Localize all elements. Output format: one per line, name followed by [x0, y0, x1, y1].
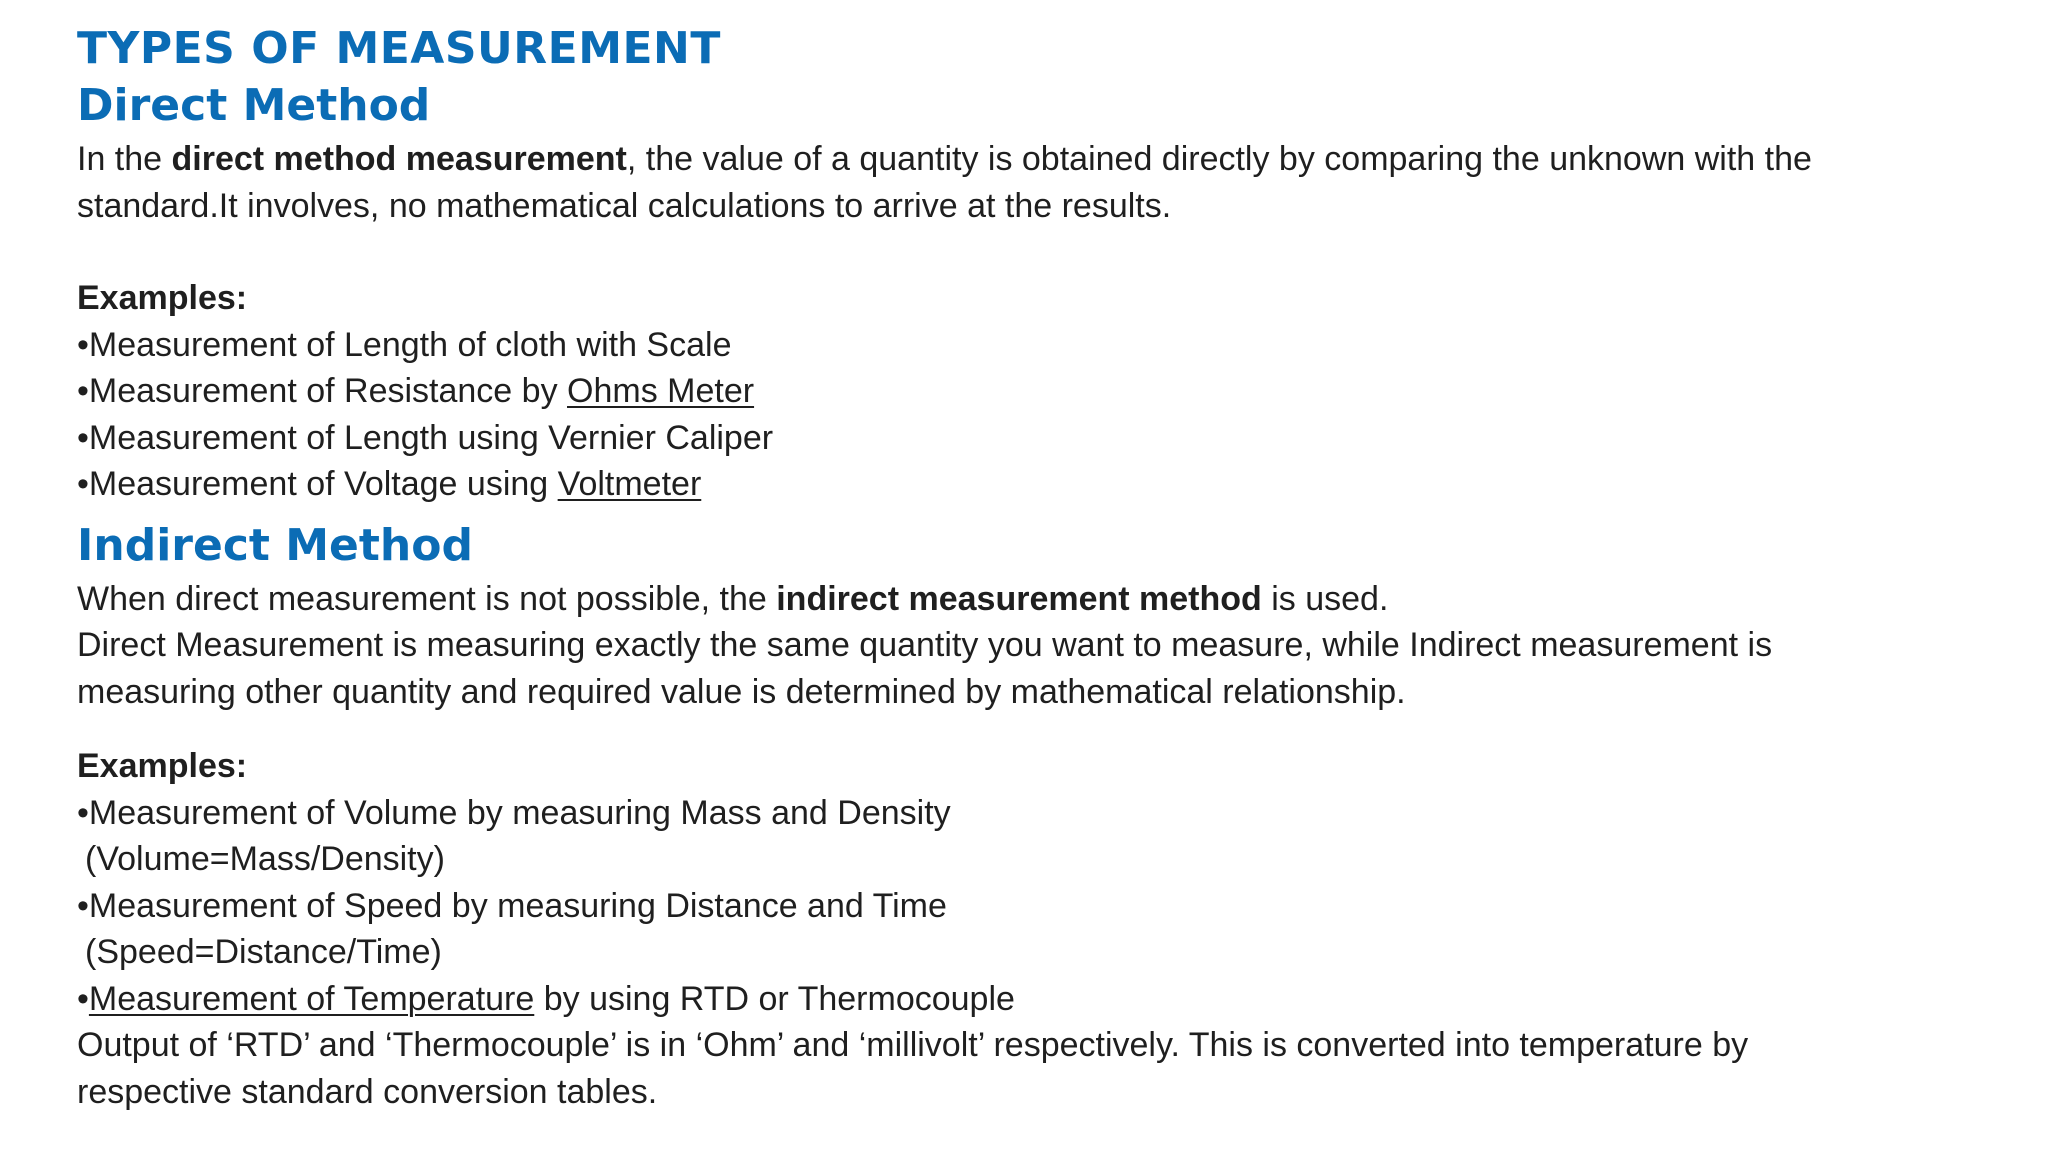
- direct-examples-label-text: Examples:: [77, 279, 248, 317]
- page-title: TYPES OF MEASUREMENT: [77, 23, 721, 74]
- indirect-example-3: [77, 976, 2007, 1023]
- direct-example-4-text: •Measurement of Voltage using: [77, 465, 558, 503]
- indirect-line1-pre: When direct measurement is not possible, the: [77, 579, 777, 618]
- indirect-line1-bold: indirect measurement method: [776, 579, 1262, 618]
- indirect-example-1: •Measurement of Volume by measuring Mass and Density: [77, 793, 951, 832]
- spacer: [77, 508, 2007, 516]
- indirect-line1: [77, 576, 2007, 623]
- direct-example-3: •Measurement of Length using Vernier Caliper: [77, 418, 774, 457]
- temperature-link[interactable]: Measurement of Temperature: [88, 979, 535, 1018]
- direct-intro-post: , the value of a quantity is obtained directly by comparing the unknown with the: [626, 140, 1812, 178]
- direct-example-2-text: •Measurement of Resistance by: [77, 372, 568, 410]
- direct-intro-bold: direct method measurement: [171, 140, 627, 178]
- bullet: •: [77, 979, 89, 1018]
- ohms-meter-link[interactable]: Ohms Meter: [567, 372, 755, 410]
- indirect-examples-label: [77, 743, 2007, 790]
- direct-intro-line1: [77, 136, 2007, 183]
- direct-example-4: [77, 461, 2007, 508]
- spacer: [77, 229, 2007, 275]
- direct-example-2: [77, 368, 2007, 415]
- indirect-example-2: •Measurement of Speed by measuring Distance and Time: [77, 886, 947, 925]
- direct-method-heading: Direct Method: [77, 80, 431, 131]
- direct-examples-label: [77, 275, 2007, 322]
- indirect-example-2-formula: (Speed=Distance/Time): [85, 933, 442, 971]
- direct-example-1: •Measurement of Length of cloth with Scale: [77, 325, 732, 364]
- indirect-line3: measuring other quantity and required value is determined by mathematical relationship.: [77, 672, 1406, 711]
- spacer: [77, 715, 2007, 743]
- direct-intro-pre: In the: [77, 140, 172, 178]
- indirect-examples-label-text: Examples:: [77, 747, 248, 785]
- indirect-method-heading: Indirect Method: [77, 519, 473, 571]
- voltmeter-link[interactable]: Voltmeter: [557, 465, 702, 503]
- output-line1: Output of ‘RTD’ and ‘Thermocouple’ is in ‘Ohm’ and ‘millivolt’ respectively. This is converted into temperature by: [77, 1026, 1749, 1064]
- indirect-line1-post: is used.: [1261, 579, 1389, 618]
- indirect-line2: Direct Measurement is measuring exactly the same quantity you want to measure, while Indirect measurement is: [77, 626, 1773, 664]
- slide: [77, 22, 2007, 1115]
- direct-intro-line2: standard.It involves, no mathematical calculations to arrive at the results.: [77, 186, 1172, 225]
- indirect-example-3-text: by using RTD or Thermocouple: [534, 979, 1015, 1018]
- indirect-example-1-formula: (Volume=Mass/Density): [85, 840, 445, 878]
- output-line2: respective standard conversion tables.: [77, 1072, 658, 1111]
